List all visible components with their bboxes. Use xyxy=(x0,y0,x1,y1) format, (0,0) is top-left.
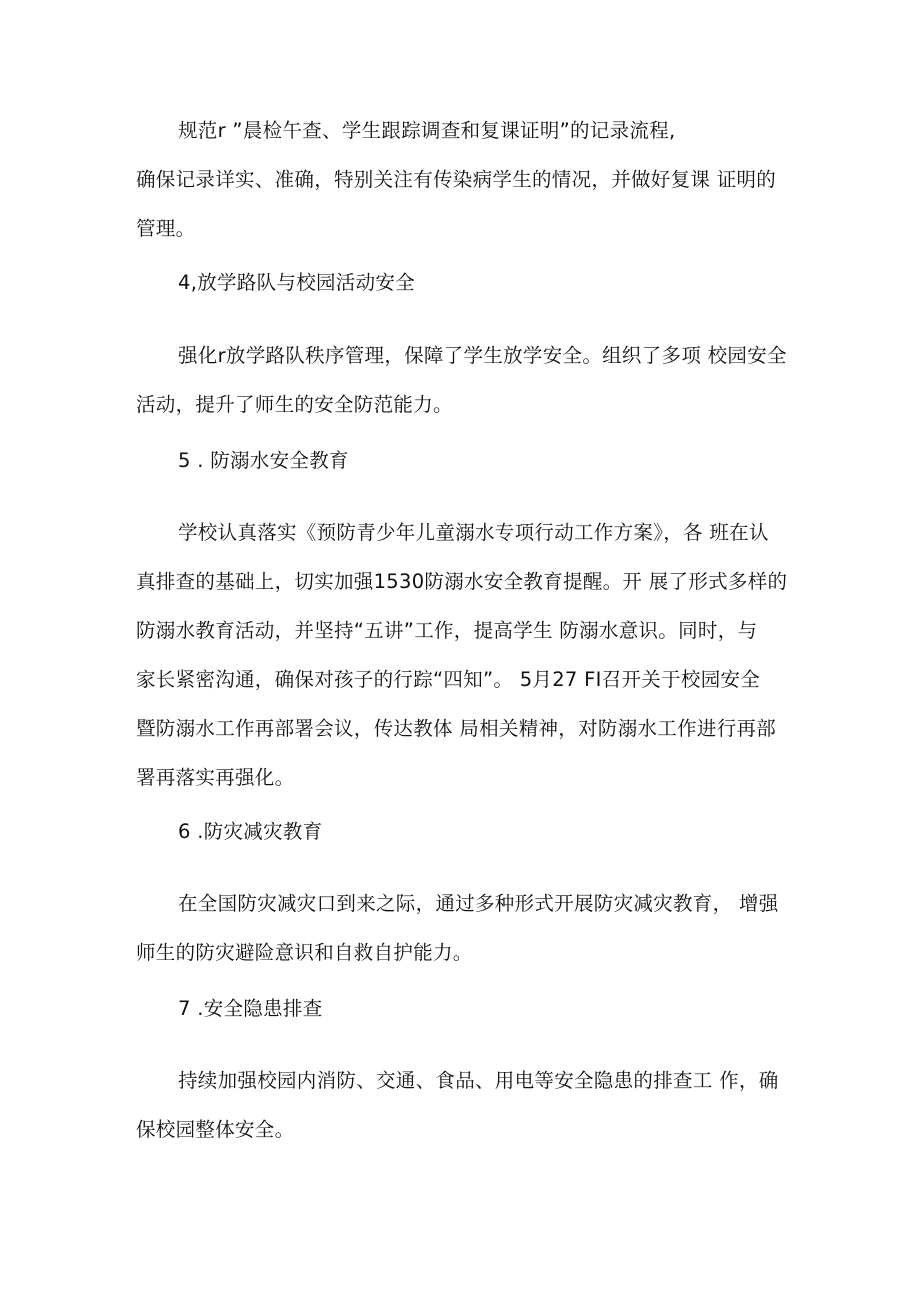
paragraph-line: 学校认真落实《预防青少年儿童溺水专项行动工作方案》，各 班在认 xyxy=(178,521,769,544)
paragraph-line: 活动，提升了师生的安全防范能力。 xyxy=(136,393,453,416)
section-heading: 7 .安全隐患排查 xyxy=(178,997,323,1020)
paragraph-line: 持续加强校园内消防、交通、食品、用电等安全隐患的排查工 作，确 xyxy=(178,1069,779,1092)
paragraph-line: 真排查的基础上，切实加强1530防溺水安全教育提醒。开 展了形式多样的 xyxy=(136,570,788,593)
paragraph-line: 规范r ”晨检午查、学生跟踪调查和复课证明”的记录流程, xyxy=(178,119,676,142)
paragraph-line: 署再落实再强化。 xyxy=(136,766,295,789)
paragraph-line: 防溺水教育活动，并坚持“五讲”工作，提高学生 防溺水意识。同时，与 xyxy=(136,619,758,642)
paragraph-line: 师生的防灾避险意识和自救自护能力。 xyxy=(136,941,473,964)
paragraph-line: 管理。 xyxy=(136,217,196,240)
paragraph-line: 暨防溺水工作再部署会议，传达教体 局相关精神，对防溺水工作进行再部 xyxy=(136,717,777,740)
section-heading: 4,放学路队与校园活动安全 xyxy=(178,271,416,294)
section-heading: 5 . 防溺水安全教育 xyxy=(178,449,349,472)
paragraph-line: 在全国防灾减灾口到来之际，通过多种形式开展防灾减灾教育， 增强 xyxy=(178,892,779,915)
section-heading: 6 .防灾减灾教育 xyxy=(178,820,323,843)
paragraph-line: 保校园整体安全。 xyxy=(136,1118,295,1141)
paragraph-line: 确保记录详实、准确，特别关注有传染病学生的情况，并做好复课 证明的 xyxy=(136,168,777,191)
paragraph-line: 家长紧密沟通，确保对孩子的行踪“四知”。 5月27 FI召开关于校园安全 xyxy=(136,668,761,691)
paragraph-line: 强化r放学路队秩序管理，保障了学生放学安全。组织了多项 校园安全 xyxy=(178,344,787,367)
